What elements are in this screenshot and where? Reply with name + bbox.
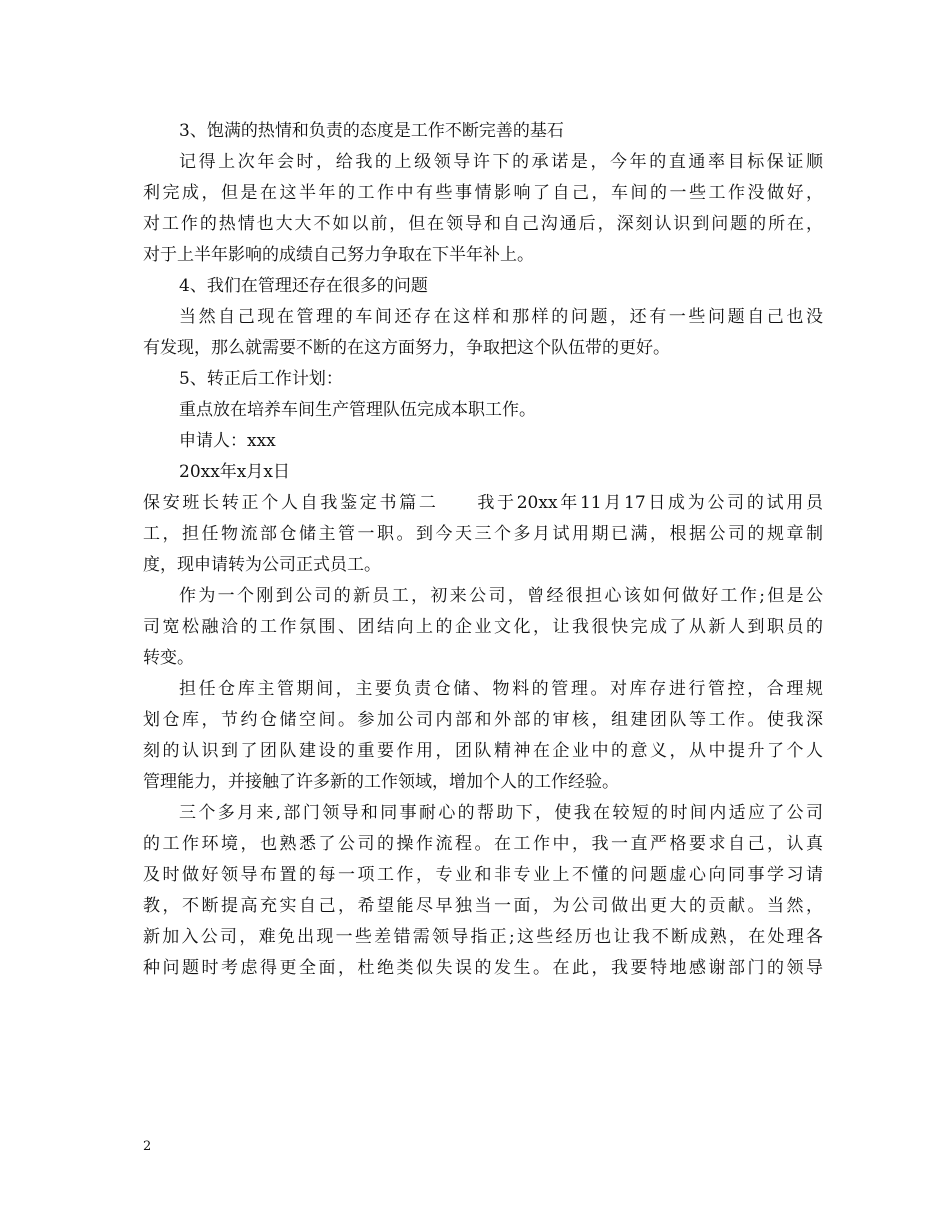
text-line: 3、饱满的热情和负责的态度是工作不断完善的基石 <box>179 121 564 141</box>
text-line: 对于上半年影响的成绩自己努力争取在下半年补上。 <box>143 245 534 265</box>
document-body <box>143 116 823 984</box>
text-line: 三个多月来,部门领导和同事耐心的帮助下，使我在较短的时间内适应了公司 <box>179 803 823 823</box>
text-line: 度，现申请转为公司正式员工。 <box>143 555 381 575</box>
text-line: 刻的认识到了团队建设的重要作用，团队精神在企业中的意义，从中提升了个人 <box>143 741 823 761</box>
text-line: 有发现，那么就需要不断的在这方面努力，争取把这个队伍带的更好。 <box>143 338 670 358</box>
paragraph-block-1 <box>143 116 823 488</box>
text-line: 利完成，但是在这半年的工作中有些事情影响了自己，车间的一些工作没做好， <box>143 183 823 203</box>
text-line: 记得上次年会时，给我的上级领导许下的承诺是，今年的直通率目标保证顺 <box>179 152 823 172</box>
text-line: 新加入公司，难免出现一些差错需领导指正;这些经历也让我不断成熟，在处理各 <box>143 927 823 947</box>
text-line: 管理能力，并接触了许多新的工作领域，增加个人的工作经验。 <box>143 772 619 792</box>
text-line: 作为一个刚到公司的新员工，初来公司，曾经很担心该如何做好工作;但是公 <box>179 586 823 606</box>
text-line: 种问题时考虑得更全面，杜绝类似失误的发生。在此，我要特地感谢部门的领导 <box>143 958 823 978</box>
text-line: 工，担任物流部仓储主管一职。到今天三个多月试用期已满，根据公司的规章制 <box>143 524 823 544</box>
paragraph-block-2 <box>143 519 823 984</box>
section-title: 保安班长转正个人自我鉴定书篇二 <box>143 493 439 513</box>
text-line: 4、我们在管理还存在很多的问题 <box>179 276 428 296</box>
text-line: 5、转正后工作计划： <box>179 369 343 389</box>
text-line: 对工作的热情也大大不如以前，但在领导和自己沟通后，深刻认识到问题的所在， <box>143 214 823 234</box>
section-heading-line <box>143 488 823 519</box>
text-line: 教，不断提高充实自己，希望能尽早独当一面，为公司做出更大的贡献。当然， <box>143 896 823 916</box>
text-line: 当然自己现在管理的车间还存在这样和那样的问题，还有一些问题自己也没 <box>179 307 823 327</box>
text-line: 司宽松融洽的工作氛围、团结向上的企业文化，让我很快完成了从新人到职员的 <box>143 617 823 637</box>
page-number: 2 <box>143 1139 152 1154</box>
text-line: 转变。 <box>143 648 194 668</box>
text-line: 重点放在培养车间生产管理队伍完成本职工作。 <box>179 400 536 420</box>
text-line: 20xx年x月x日 <box>179 462 290 482</box>
text-line: 划仓库，节约仓储空间。参加公司内部和外部的审核，组建团队等工作。使我深 <box>143 710 823 730</box>
text-line: 申请人：xxx <box>179 431 276 451</box>
section-intro: 我于20xx年11月17日成为公司的试用员 <box>474 493 823 513</box>
text-line: 及时做好领导布置的每一项工作，专业和非专业上不懂的问题虚心向同事学习请 <box>143 865 823 885</box>
text-line: 担任仓库主管期间，主要负责仓储、物料的管理。对库存进行管控，合理规 <box>179 679 823 699</box>
text-line: 的工作环境，也熟悉了公司的操作流程。在工作中，我一直严格要求自己，认真 <box>143 834 823 854</box>
